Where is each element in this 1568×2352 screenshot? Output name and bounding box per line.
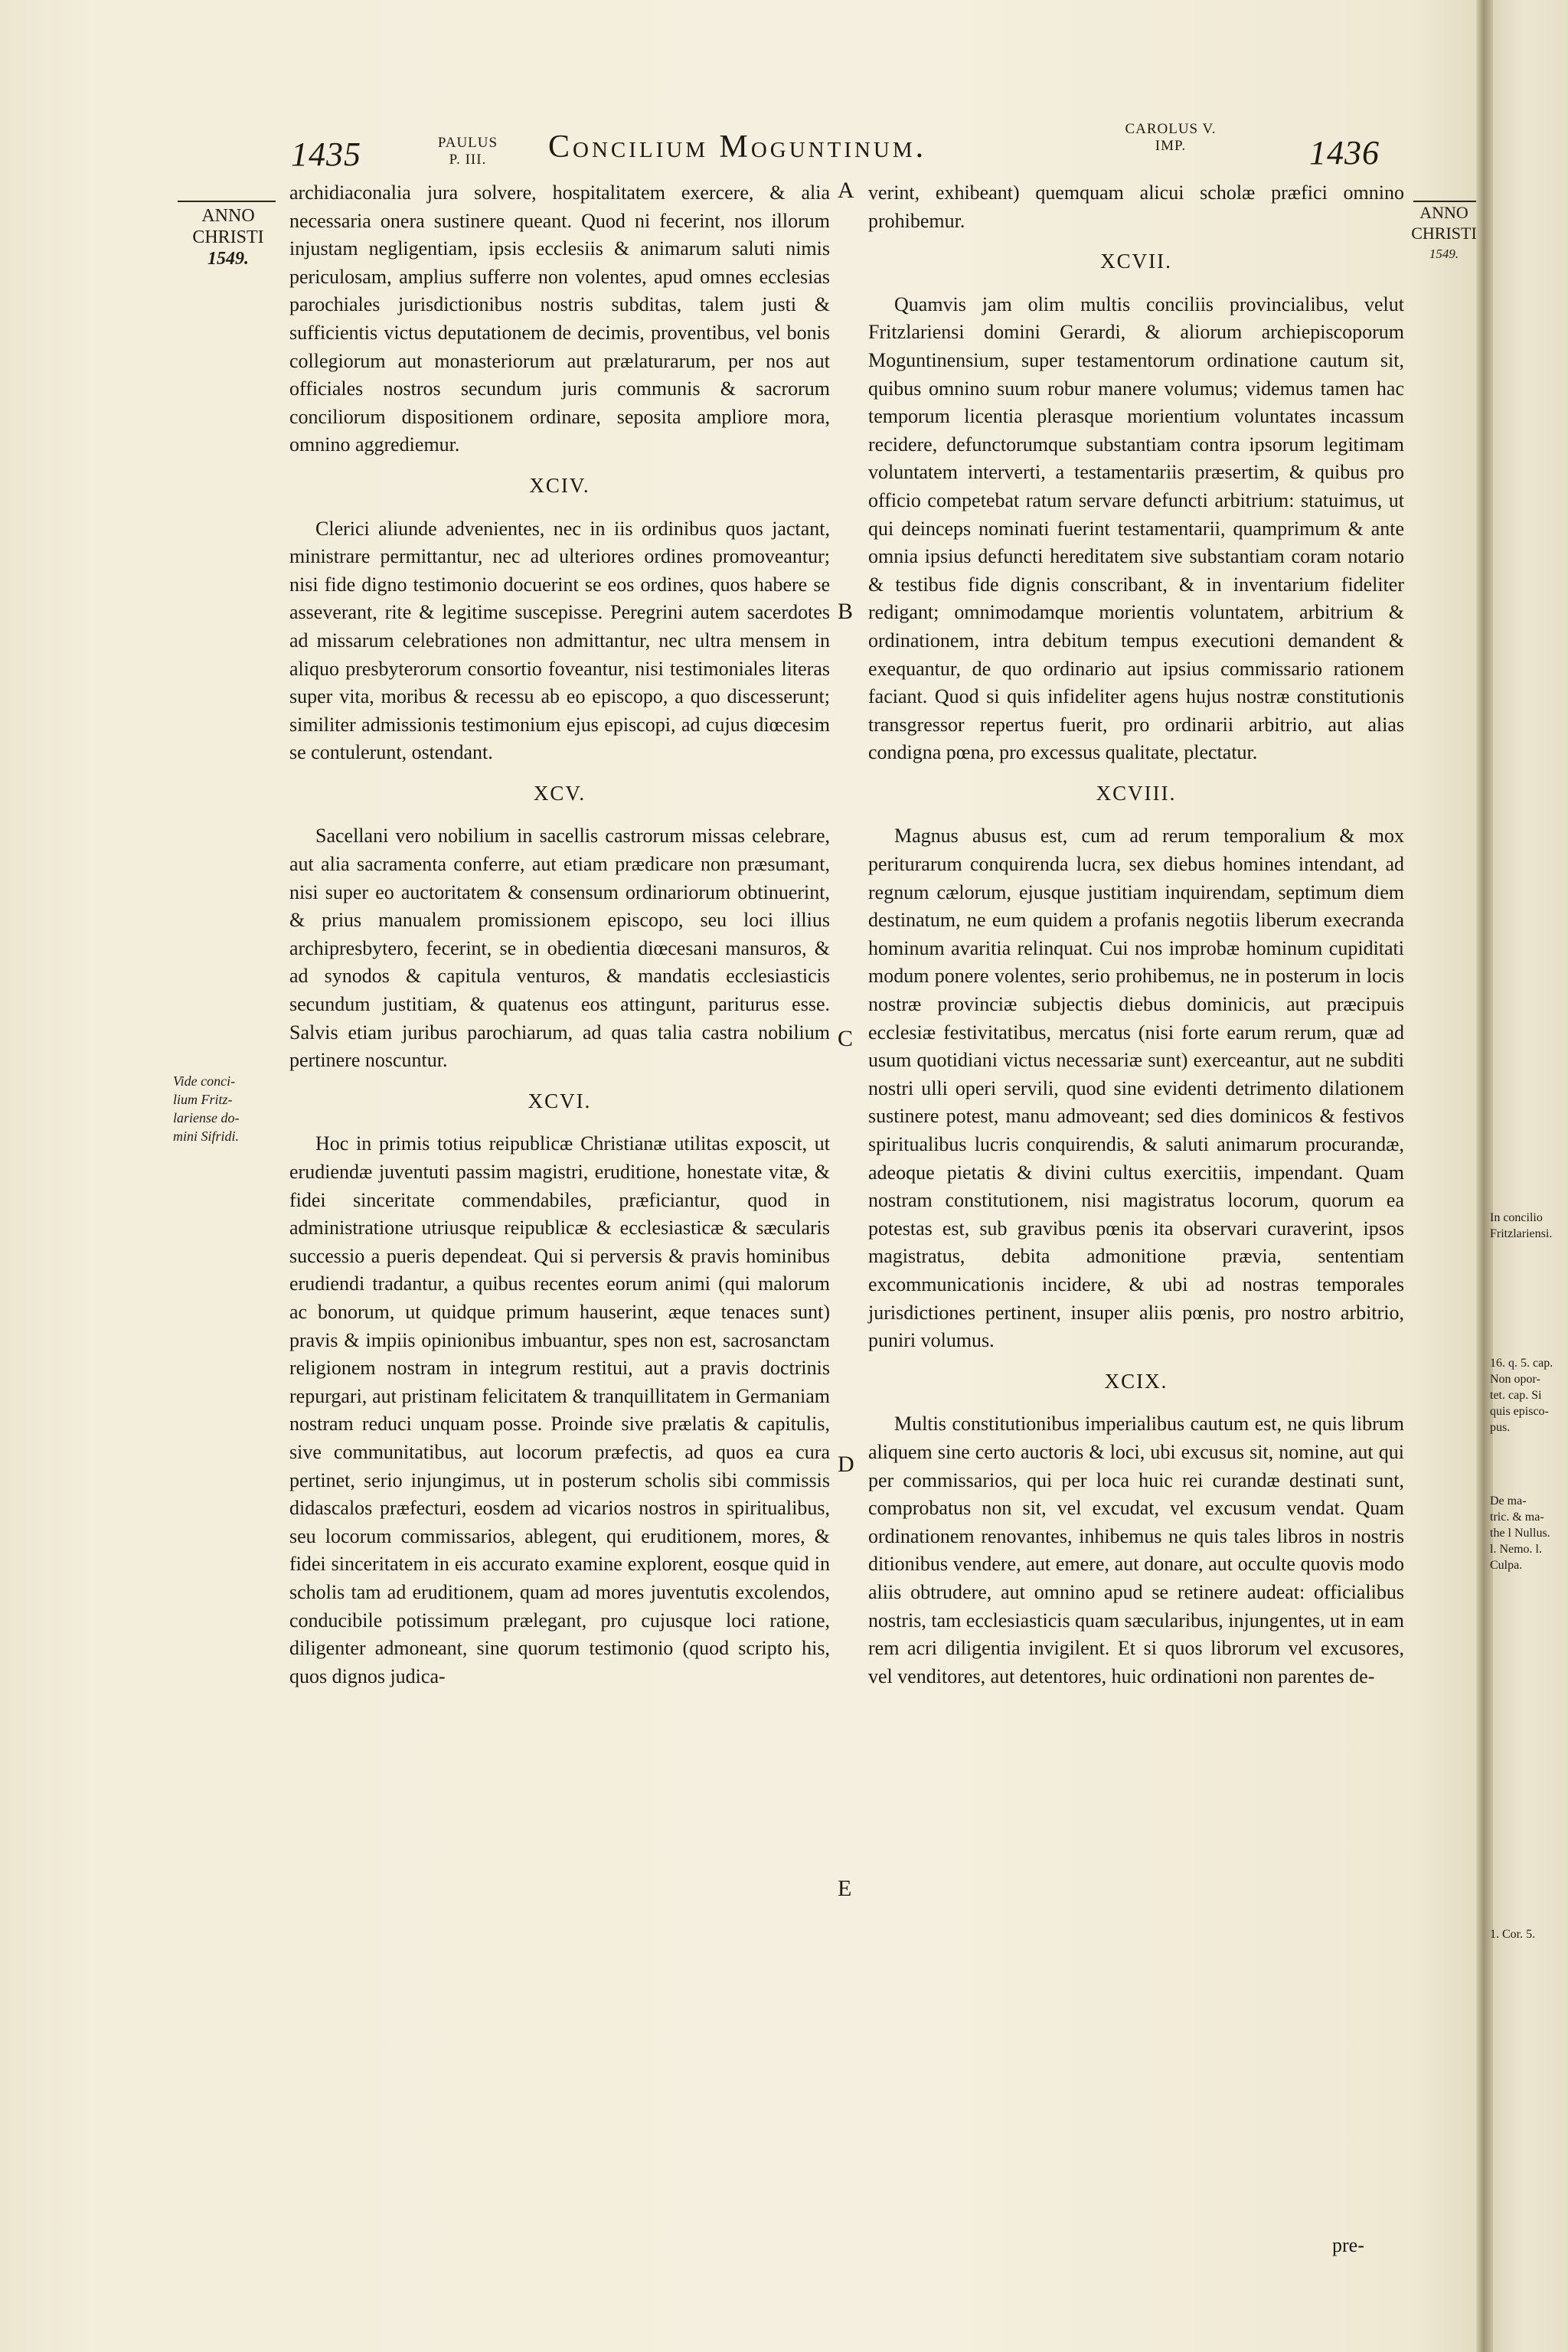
page-number-right: 1436 bbox=[1309, 134, 1380, 172]
anno-christi-left bbox=[181, 205, 276, 270]
facing-page-edge bbox=[1493, 0, 1568, 2352]
section-letter-c: C bbox=[838, 1026, 854, 1051]
section-heading: XCVII. bbox=[1100, 250, 1172, 273]
header-pope-number: P. III. bbox=[449, 152, 487, 168]
section-heading: XCV. bbox=[533, 781, 586, 805]
paragraph: Hoc in primis totius reipublicæ Christianæ utilitas exposcit, ut erudiendæ juventuti passim magistri, eruditione, honestate vitæ, & fidei sinceritate commendabiles, præficiantur, quod in administratione utriusque reipublicæ & ecclesiasticæ & sæcularis successio a pueris dependeat. Qui si perversis & pravis hominibus erudiendi tradantur, a quibus recentes eorum animi (qui malorum ac bonorum, ut quidque primum hauserint, æque tenaces sunt) pravis & impiis opinionibus imbuantur, spes non est, sacrosanctam religionem nostram in integrum restitui, aut a pravis doctrinis repurgari, aut pristinam felicitatem & tranquillitatem in Germaniam nostram reduci unquam posse. Proinde sive prælatis & capitulis, sive communitatibus, aut locorum præfectis, ad quos ea cura pertinet, serio injungimus, ut in posterum scholis sibi commissis didascalos præfecturi, eosdem ad vicarios nostros in spiritualibus, seu locorum commissarios, ablegent, qui eruditionem, mores, & fidei sinceritatem in eis accurato examine explorent, eosque quid in scholis tam ad eruditionem, quam ad mores juventutis excolendos, conducibile potissimum prælegant, pro cujusque loci ratione, diligenter admoneant, sine quorum testimonio (quod scripto his, quos dignos judica- bbox=[289, 1132, 830, 1687]
anno-label-right: ANNO bbox=[1419, 203, 1468, 222]
book-gutter bbox=[1476, 0, 1493, 2352]
section-heading: XCVIII. bbox=[1096, 781, 1177, 805]
section-heading: XCIX. bbox=[1104, 1369, 1168, 1393]
christi-label: CHRISTI bbox=[192, 227, 264, 247]
right-column bbox=[868, 179, 1404, 1690]
paragraph: Magnus abusus est, cum ad rerum temporalium & mox periturarum conquirenda lucra, sex diebus homines intendant, ad regnum cælorum, ejusque justitiam inquirendam, septimum diem destinatum, ne eum quidem a profanis negotiis liberum execranda hominum avaritia relinquat. Cui nos improbæ hominum cupiditati modum ponere volentes, serio prohibemus, ne in posterum in locis nostræ provinciæ subjectis diebus dominicis, aut præcipuis ecclesiæ festivitatibus, mercatus (nisi forte earum rerum, quæ ad usum quotidiani victus necessariæ sunt) exerceantur, aut ne subditi nostri ulli operi servili, quod sine evidenti detrimento dilationem sustinere potest, manu admoveant; sed dies dominicos & festivos spiritualibus lucris conquirendis, & saluti animarum procurandæ, adeoque pietatis & divini cultus exercitiis, impendant. Quam nostram constitutionem, nisi magistratus locorum, quorum ea potestas est, sub gravibus pœnis ita observari curaverint, ipsos magistratus, debita admonitione prævia, sententiam excommunicationis incidere, & ubi ad nostras temporales jurisdictiones pertinent, insuper aliis pœnis, pro nostro arbitrio, puniri volumus. bbox=[868, 825, 1404, 1352]
header-pope bbox=[426, 135, 510, 168]
page-number-left: 1435 bbox=[291, 136, 361, 173]
facing-page-note: 16. q. 5. cap. Non opor- tet. cap. Si quis episco- pus. bbox=[1490, 1357, 1553, 1434]
page-title: Concilium Moguntinum. bbox=[548, 129, 927, 165]
facing-page-note: In concilio Fritzlariensi. bbox=[1490, 1211, 1553, 1240]
year-label-right: 1549. bbox=[1429, 247, 1459, 261]
facing-page-note: De ma- tric. & ma- the l Nullus. l. Nemo. l. Culpa. bbox=[1490, 1494, 1550, 1572]
section-letter-b: B bbox=[838, 599, 854, 624]
margin-note-vide: Vide conci- lium Fritz- lariense do- mini Sifridi. bbox=[173, 1073, 240, 1144]
margin-rule-left bbox=[178, 201, 276, 202]
header-emperor bbox=[1113, 121, 1228, 155]
paragraph: Quamvis jam olim multis conciliis provincialibus, velut Fritzlariensi domini Gerardi, & aliorum archiepiscoporum Moguntinensium, super testamentorum ordinatione cautum sit, quibus omnino suum robur manere volumus; videmus tamen hac temporum licentia plerasque morientium voluntates incassum recidere, defunctorumque substantiam contra ipsorum legitimam voluntatem interverti, a testamentariis præsertim, & quibus pro officio competebat ratum servare defuncti arbitrium: statuimus, ut qui deinceps nominati fuerint testamentarii, quamprimum & ante omnia ipsius defuncti hereditatem sive substantiam coram notario & testibus fide dignis conscribant, & in inventarium fideliter redigant; omnimodamque morientis voluntatem, arbitrium & ordinationem, intra debitum tempus executioni demandent & exequantur, de quo ordinario aut ipsius commissario rationem faciant. Quod si quis infideliter agens hujus nostræ constitutionis transgressor repertus fuerit, pro ordinarii arbitrio, aut alias condigna pœna, pro excessus qualitate, plectatur. bbox=[868, 292, 1404, 764]
catchword: pre- bbox=[1332, 2234, 1364, 2256]
header-pope-name: PAULUS bbox=[437, 135, 498, 151]
paragraph: verint, exhibeant) quemquam alicui scholæ præfici omnino prohibemur. bbox=[868, 181, 1404, 232]
left-column bbox=[289, 179, 830, 1690]
paragraph: Multis constitutionibus imperialibus cautum est, ne quis librum aliquem sine certo auctoris & loci, ubi excusus sit, nomine, aut qui per commissarios, qui per loca huic rei curandæ destinati sunt, comprobatus non sit, vel excudat, vel excusum vendat. Quam ordinationem renovantes, inhibemus ne quis tales libros in nostris ditionibus vendere, aut emere, aut donare, aut occulte quovis modo aliis obtrudere, aut omnino apud se retinere audeat: officialibus nostris, tam ecclesiasticis quam sæcularibus, injungentes, ut in eam rem acri diligentia invigilent. Et si quos librorum vel excusores, vel venditores, aut detentores, huic ordinationi non parentes de- bbox=[868, 1413, 1404, 1687]
paragraph: Sacellani vero nobilium in sacellis castrorum missas celebrare, aut alia sacramenta conferre, aut etiam prædicare non præsumant, nisi super eo auctoritatem & consensum ordinariorum obtinuerint, & prius manualem promissionem episcopo, seu loci illius archipresbytero, fecerint, se in obedientia diœcesani mansuros, & ad synodos & capitula venturos, & mandatis ecclesiasticis secundum justitiam, & quatenus eos attingunt, pariturus esse. Salvis etiam juribus parochiarum, ad quas talia castra nobilium pertinere noscuntur. bbox=[289, 825, 830, 1072]
section-letter-e: E bbox=[838, 1876, 852, 1901]
section-letter-d: D bbox=[838, 1452, 854, 1477]
section-heading: XCVI. bbox=[528, 1089, 592, 1112]
header-emperor-name: CAROLUS V. bbox=[1125, 121, 1217, 137]
header-emperor-title: IMP. bbox=[1155, 138, 1187, 154]
section-heading: XCIV. bbox=[529, 473, 590, 497]
anno-christi-right bbox=[1410, 202, 1478, 264]
anno-label: ANNO bbox=[201, 206, 255, 226]
paragraph: Clerici aliunde advenientes, nec in iis ordinibus quos jactant, ministrare permittantur, nec ad ulteriores ordines promoveantur; nisi fide digno testimonio docuerint se eos ordines, quos habere se asseverant, rite & legitime suscepisse. Peregrini autem sacerdotes ad missarum celebrationes non admittantur, nec ultra mensem in aliquo presbyterorum consortio foveantur, nisi testimoniales literas super vita, moribus & recessu ab eo episcopo, a quo discesserunt; similiter admissionis testimonium ejus episcopi, ad cujus diœcesim se contulerunt, ostendant. bbox=[289, 517, 830, 764]
year-label: 1549. bbox=[207, 249, 249, 269]
paragraph: archidiaconalia jura solvere, hospitalitatem exercere, & alia necessaria onera sustinere queant. Quod ni fecerint, nos illorum injustam negligentiam, ipsis ecclesiis & animarum saluti nimis periculosam, amplius sufferre non volentes, apud omnes ecclesias parochiales jurisdictionibus nostris subditas, talem justi & sufficientis victus deputationem de decimis, proventibus, vel bonis collegiorum aut monasteriorum aut prælaturarum, per nos aut officiales nostros secundum juris communis & sacrorum conciliorum dispositionem ordinare, seposita ampliore mora, omnino aggrediemur. bbox=[289, 181, 830, 456]
christi-label-right: CHRISTI bbox=[1411, 224, 1477, 243]
facing-page-note: 1. Cor. 5. bbox=[1490, 1928, 1536, 1941]
section-letter-a: A bbox=[838, 178, 854, 203]
